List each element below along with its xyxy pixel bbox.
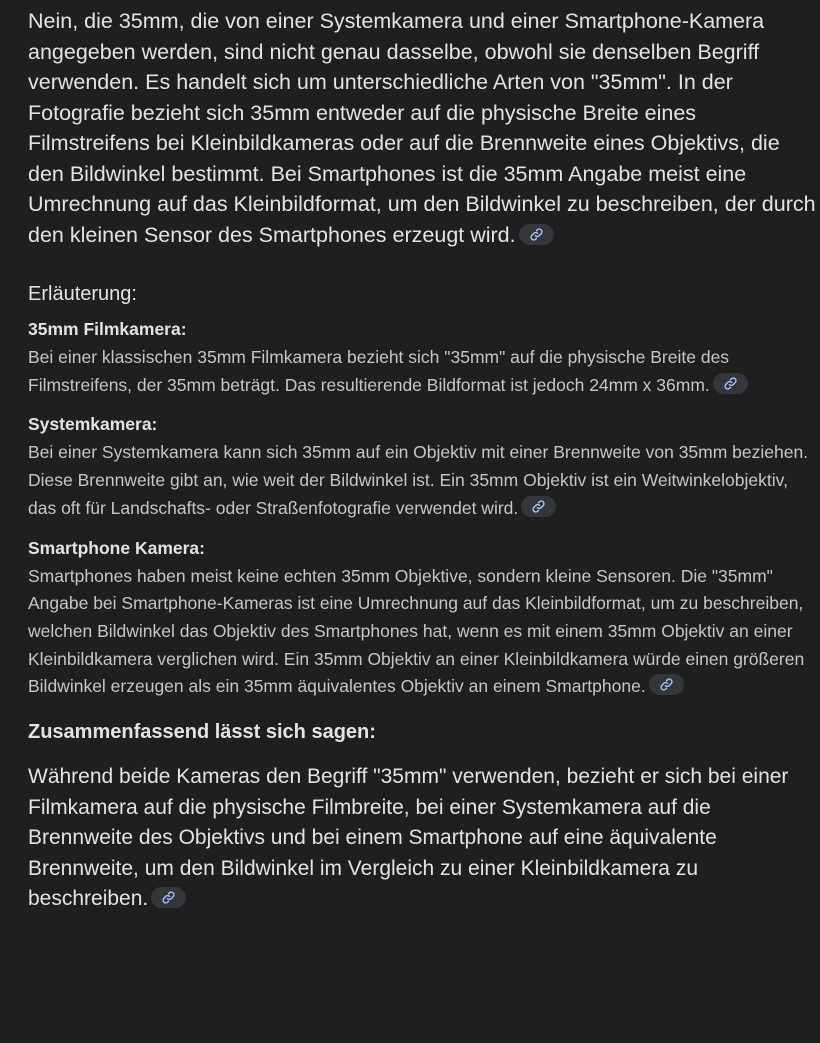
section-smartphone-kamera	[28, 536, 818, 702]
section-filmkamera	[28, 317, 818, 399]
link-icon	[532, 500, 545, 513]
source-link-chip[interactable]	[713, 373, 748, 394]
section-body-text: Smartphones haben meist keine echten 35mm Objektive, sondern kleine Sensoren. Die "35mm" Angabe bei Smartphone-Kameras ist eine Umrechnung auf das Kleinbildformat, um zu beschreiben, welchen Bildwinkel das Objektiv des Smartphones hat, wenn es mit einem 35mm Objektiv an einer Kleinbildkamera verglichen wird. Ein 35mm Objektiv an einer Kleinbildkamera würde einen größeren Bildwinkel erzeugen als ein 35mm äquivalentes Objektiv an einem Smartphone.	[28, 565, 805, 697]
link-icon	[530, 228, 543, 241]
explanation-heading: Erläuterung:	[28, 283, 137, 305]
link-icon	[162, 891, 175, 904]
source-link-chip[interactable]	[151, 887, 186, 908]
section-body-text: Bei einer Systemkamera kann sich 35mm auf ein Objektiv mit einer Brennweite von 35mm beziehen. Diese Brennweite gibt an, wie weit der Bildwinkel ist. Ein 35mm Objektiv ist ein Weitwinkelobjektiv, das oft für Landschafts- oder Straßenfotografie verwendet wird.	[28, 442, 809, 518]
response-content	[28, 6, 818, 915]
summary-heading: Zusammenfassend lässt sich sagen:	[28, 721, 376, 744]
intro-text: Nein, die 35mm, die von einer Systemkamera und einer Smartphone-Kamera angegeben werden, sind nicht genau dasselbe, obwohl sie denselben Begriff verwenden. Es handelt sich um unterschiedliche Arten von "35mm". In der Fotografie bezieht sich 35mm entweder auf die physische Breite eines Filmstreifens bei Kleinbildkameras oder auf die Brennweite eines Objektivs, die den Bildwinkel bestimmt. Bei Smartphones ist die 35mm Angabe meist eine Umrechnung auf das Kleinbildformat, um den Bildwinkel zu beschreiben, der durch den kleinen Sensor des Smartphones erzeugt wird.	[28, 9, 816, 247]
link-icon	[660, 678, 673, 691]
section-systemkamera	[28, 412, 818, 522]
section-title: 35mm Filmkamera:	[28, 319, 187, 339]
source-link-chip[interactable]	[521, 496, 556, 517]
source-link-chip[interactable]	[649, 674, 684, 695]
section-title: Smartphone Kamera:	[28, 537, 205, 558]
section-title: Systemkamera:	[28, 414, 158, 435]
section-body-text: Bei einer klassischen 35mm Filmkamera bezieht sich "35mm" auf die physische Breite des Filmstreifens, der 35mm beträgt. Das resultierende Bildformat ist jedoch 24mm x 36mm.	[28, 347, 730, 395]
source-link-chip[interactable]	[519, 224, 554, 245]
section-body	[28, 563, 818, 702]
section-body	[28, 344, 818, 399]
section-body	[28, 439, 818, 522]
link-icon	[724, 377, 737, 390]
intro-paragraph	[28, 6, 818, 250]
summary-paragraph	[28, 762, 818, 915]
summary-text: Während beide Kameras den Begriff "35mm" verwenden, bezieht er sich bei einer Filmkamera auf die physische Filmbreite, bei einer Systemkamera auf die Brennweite des Objektivs und bei einem Smartphone auf eine äquivalente Brennweite, um den Bildwinkel im Vergleich zu einer Kleinbildkamera zu beschreiben.	[28, 765, 789, 911]
